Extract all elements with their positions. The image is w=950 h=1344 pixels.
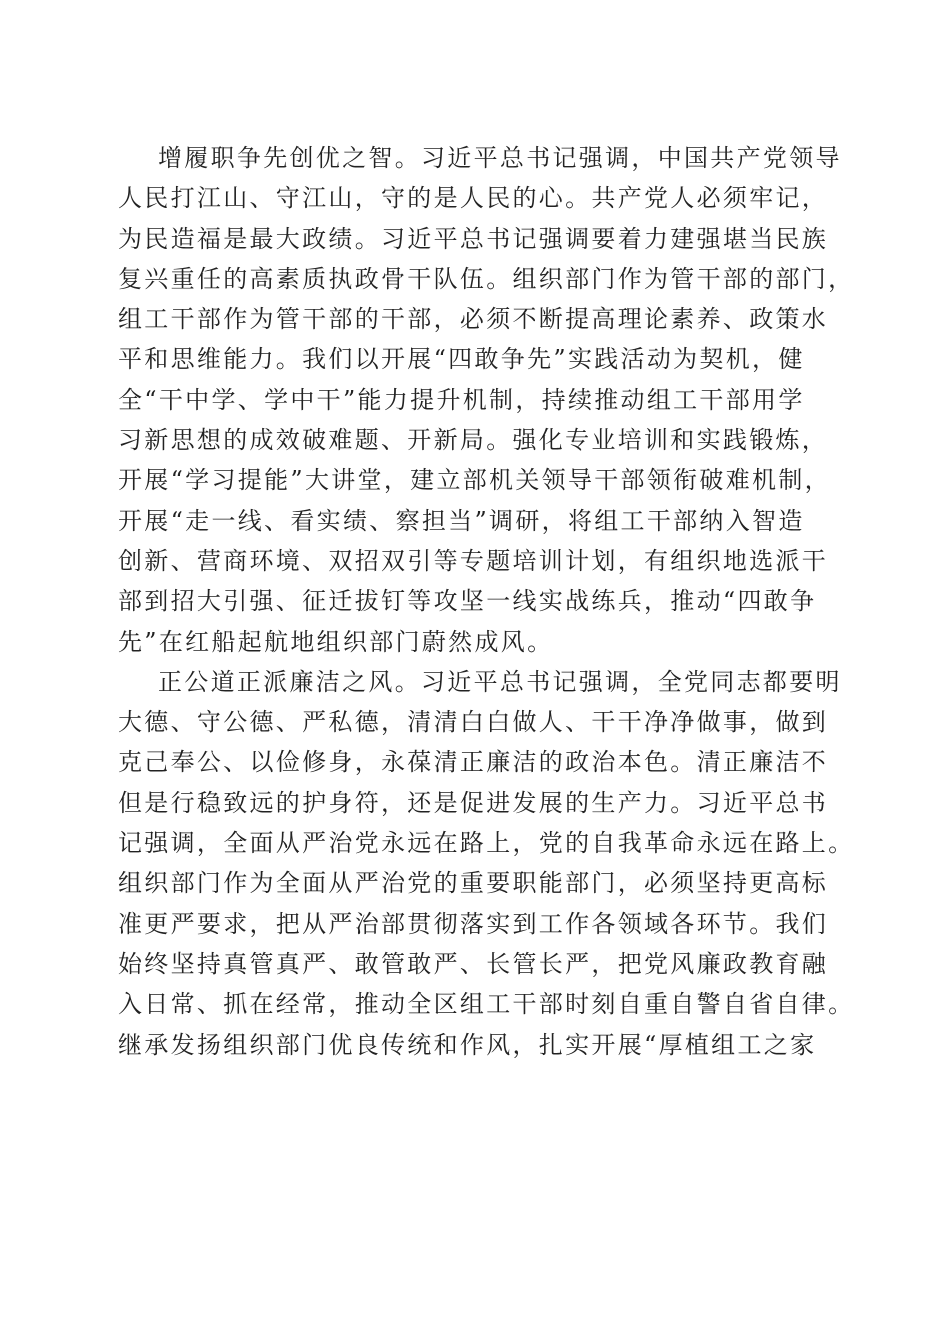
paragraph-1 bbox=[118, 138, 855, 662]
paragraph-line: 全“干中学、学中干”能力提升机制，持续推动组工干部用学 bbox=[118, 385, 805, 414]
paragraph-line: 继承发扬组织部门优良传统和作风，扎实开展“厚植组工之家 bbox=[118, 1030, 817, 1059]
paragraph-line: 大德、守公德、严私德，清清白白做人、干干净净做事，做到 bbox=[118, 708, 829, 737]
paragraph-line: 正公道正派廉洁之风。习近平总书记强调，全党同志都要明 bbox=[158, 667, 842, 696]
paragraph-line: 准更严要求，把从严治部贯彻落实到工作各领域各环节。我们 bbox=[118, 909, 829, 938]
paragraph-line: 为民造福是最大政绩。习近平总书记强调要着力建强堪当民族 bbox=[118, 224, 829, 253]
paragraph-line: 先”在红船起航地组织部门蔚然成风。 bbox=[118, 627, 554, 656]
paragraph-line: 始终坚持真管真严、敢管敢严、长管长严，把党风廉政教育融 bbox=[118, 949, 829, 978]
paragraph-line: 组工干部作为管干部的干部，必须不断提高理论素养、政策水 bbox=[118, 305, 829, 334]
paragraph-line: 平和思维能力。我们以开展“四敢争先”实践活动为契机，健 bbox=[118, 345, 805, 374]
paragraph-line: 部到招大引强、征迁拔钉等攻坚一线实战练兵，推动“四敢争 bbox=[118, 587, 817, 616]
paragraph-line: 克己奉公、以俭修身，永葆清正廉洁的政治本色。清正廉洁不 bbox=[118, 748, 829, 777]
paragraph-line: 开展“学习提能”大讲堂，建立部机关领导干部领衔破难机制， bbox=[118, 466, 831, 495]
paragraph-line: 但是行稳致远的护身符，还是促进发展的生产力。习近平总书 bbox=[118, 788, 829, 817]
paragraph-line: 创新、营商环境、双招双引等专题培训计划，有组织地选派干 bbox=[118, 546, 829, 575]
paragraph-line: 记强调，全面从严治党永远在路上，党的自我革命永远在路上。 bbox=[118, 829, 855, 858]
paragraph-line: 入日常、抓在经常，推动全区组工干部时刻自重自警自省自律。 bbox=[118, 990, 855, 1019]
paragraph-line: 开展“走一线、看实绩、察担当”调研，将组工干部纳入智造 bbox=[118, 506, 805, 535]
paragraph-line: 增履职争先创优之智。习近平总书记强调，中国共产党领导 bbox=[158, 144, 842, 172]
document-body bbox=[118, 138, 855, 1065]
paragraph-2 bbox=[118, 662, 855, 1065]
paragraph-line: 习新思想的成效破难题、开新局。强化专业培训和实践锻炼， bbox=[118, 426, 829, 455]
paragraph-line: 人民打江山、守江山，守的是人民的心。共产党人必须牢记， bbox=[118, 184, 829, 213]
paragraph-line: 组织部门作为全面从严治党的重要职能部门，必须坚持更高标 bbox=[118, 869, 829, 898]
paragraph-line: 复兴重任的高素质执政骨干队伍。组织部门作为管干部的部门， bbox=[118, 264, 855, 293]
